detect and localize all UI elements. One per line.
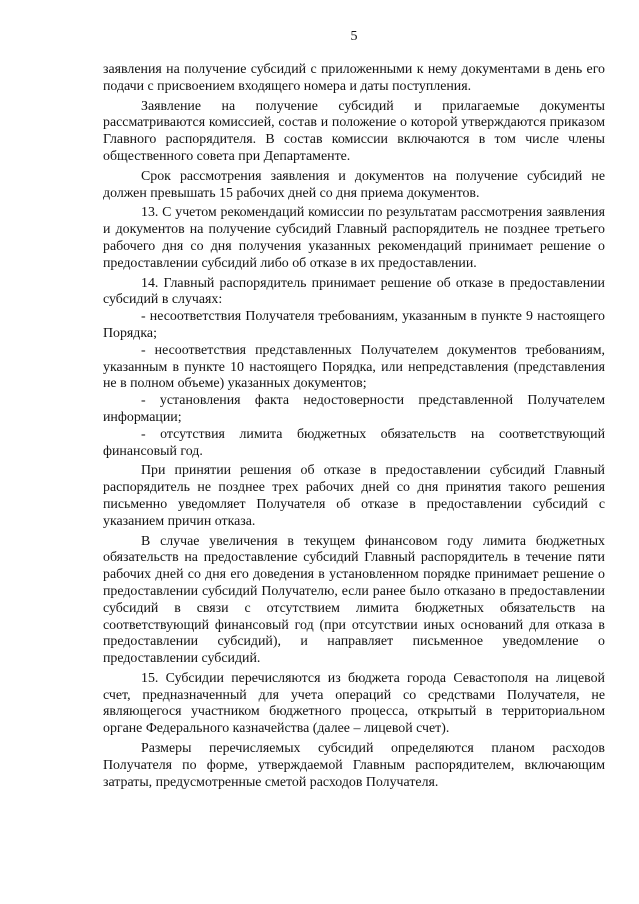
paragraph-refusal-notice: При принятии решения об отказе в предоставлении субсидий Главный распорядитель не позднее трех рабочих дней со дня принятия такого решения письменно уведомляет Получателя об отказе в предоставлении субсидий с указанием причин отказа.	[103, 463, 605, 529]
list-item-requirements: - несоответствия Получателя требованиям, указанным в пункте 9 настоящего Порядка;	[103, 309, 605, 341]
paragraph-commission: Заявление на получение субсидий и прилагаемые документы рассматриваются комиссией, состав и положение о которой утверждаются приказом Главного распорядителя. В состав комиссии включаются в том числе члены общественного совета при Департаменте.	[103, 98, 605, 164]
paragraph-continuation: заявления на получение субсидий с приложенными к нему документами в день его подачи с присвоением входящего номера и даты поступления.	[103, 62, 605, 94]
document-body	[103, 62, 605, 791]
page-number: 5	[350, 29, 358, 44]
paragraph-limit-increase: В случае увеличения в текущем финансовом году лимита бюджетных обязательств на предоставление субсидий Главный распорядитель в течение пяти рабочих дней со дня его доведения в установленном порядке принимает решение о предоставлении субсидий Получателю, если ранее было отказано в предоставлении субсидий в связи с отсутствием лимита бюджетных обязательств на соответствующий финансовый год (при отсутствии иных оснований для отказа в предоставлении субсидий), и направляет письменное уведомление о предоставлении субсидий.	[103, 533, 605, 667]
list-item-documents: - несоответствия представленных Получателем документов требованиям, указанным в пункте 10 настоящего Порядка, или непредставления (представления не в полном объеме) указанных документов;	[103, 342, 605, 392]
paragraph-clause-14: 14. Главный распорядитель принимает решение об отказе в предоставлении субсидий в случаях:	[103, 275, 605, 308]
paragraph-clause-13: 13. С учетом рекомендаций комиссии по результатам рассмотрения заявления и документов на получение субсидий Главный распорядитель не позднее третьего рабочего дня со дня получения указанных рекомендаций принимает решение о предоставлении субсидий либо об отказе в их предоставлении.	[103, 205, 605, 271]
list-item-no-limit: - отсутствия лимита бюджетных обязательств на соответствующий финансовый год.	[103, 426, 605, 459]
paragraph-subsidy-amounts: Размеры перечисляемых субсидий определяются планом расходов Получателя по форме, утверждаемой Главным распорядителем, включающим затраты, предусмотренные сметой расходов Получателя.	[103, 741, 605, 790]
paragraph-review-term: Срок рассмотрения заявления и документов на получение субсидий не должен превышать 15 рабочих дней со дня приема документов.	[103, 168, 605, 201]
paragraph-clause-15: 15. Субсидии перечисляются из бюджета города Севастополя на лицевой счет, предназначенный для учета операций со средствами Получателя, не являющегося участником бюджетного процесса, открытый в территориальном органе Федерального казначейства (далее – лицевой счет).	[103, 670, 605, 737]
list-item-false-info: - установления факта недостоверности представленной Получателем информации;	[103, 393, 605, 425]
